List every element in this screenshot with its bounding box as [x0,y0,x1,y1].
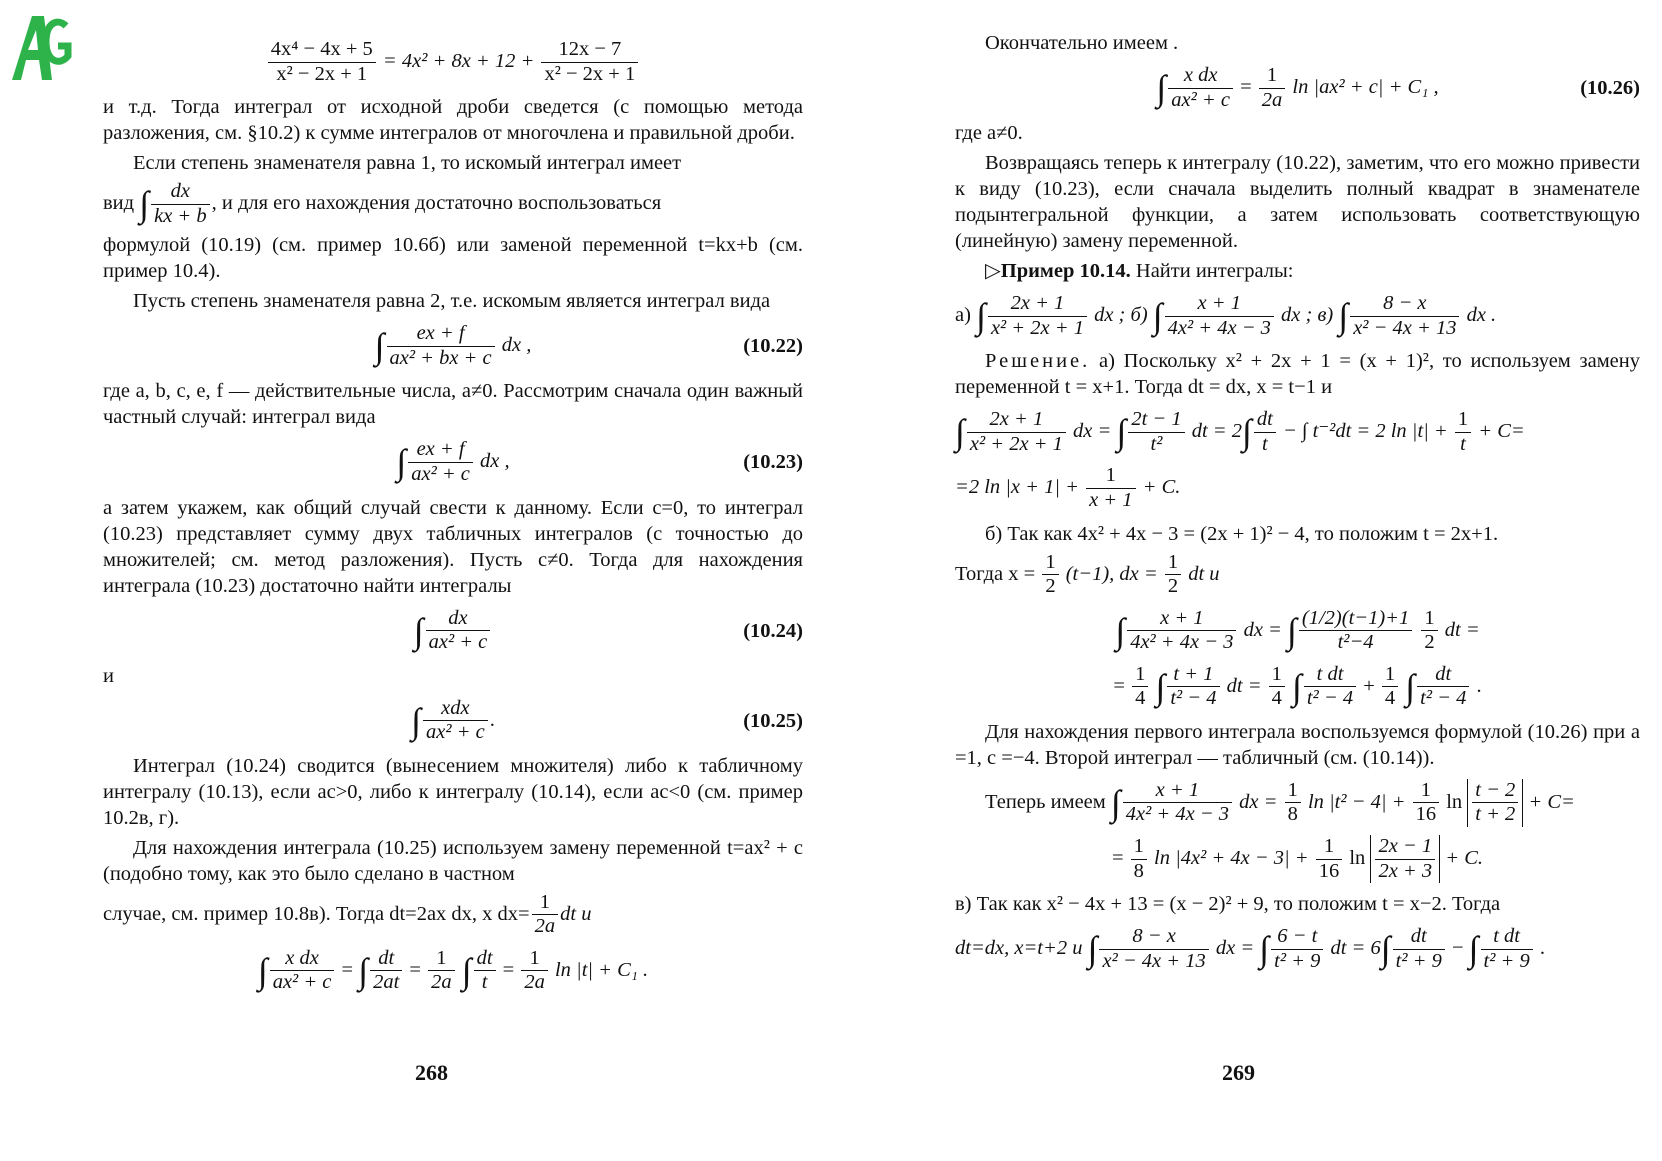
paragraph-inline-formula: вид ∫ $\frac{dx}{kx + b}$ , и для его нахождения достаточно воспользоваться [103,180,662,227]
equation-number: (10.25) [743,709,803,732]
example-heading: ▷Пример 10.14. Найти интегралы: [985,260,1294,283]
paragraph: Если степень знаменателя равна 1, то искомый интеграл имеет [133,152,682,175]
equation-number: (10.26) [1580,77,1640,100]
formula-example-integrals: а) ∫ $\frac{2x + 1}{\text{x² + 2x + 1}}$ dx ; б) ∫ $\frac{x + 1}{\text{4x² + 4x − 3}}$ dx ; в) ∫ $\frac{8 - x}{\text{x² − 4x + 13}}$ dx . [955,292,1497,339]
formula-now-we-have: Теперь имеем ∫ $\frac{x + 1}{\text{4x² + 4x − 3}}$ dx = $\frac{1}{8}$ ln |t² − 4| + $\frac{1}{16}$ ln $\frac{t - 2}{t + 2}$ + C= [985,778,1575,826]
paragraph-inline-formula: Тогда x = $\frac{1}{2}$ (t−1), dx = $\frac{1}{2}$ dt и [955,550,1220,598]
left-page [103,30,803,1003]
paragraph: где a, b, c, e, f — действительные числа, a≠0. Рассмотрим сначала один важный частный случай: интеграл вида [103,380,803,429]
paragraph: Интеграл (10.24) сводится (вынесением множителя) либо к табличному интегралу (10.13), если ac>0, либо к интегралу (10.14), если ac<0 (см. пример 10.2в, г). [103,754,803,829]
paragraph: Пусть степень знаменателя равна 2, т.е. искомым является интеграл вида [133,290,771,313]
formula-solution-b: ∫ $\frac{x + 1}{\text{4x² + 4x − 3}}$ dx = ∫ $\frac{(1/2)(t-1)+1}{\text{t²−4}}$ $\frac{1}{2}$ dt = [1115,606,1480,654]
page-number-right: 269 [1222,1060,1255,1085]
paragraph: формулой (10.19) (см. пример 10.6б) или заменой переменной t=kx+b (см. пример 10.4). [103,234,803,283]
integral-sign: ∫ [139,184,150,225]
fraction: $\frac{dx}{kx + b}$ [151,180,210,228]
paragraph: в) Так как x² − 4x + 13 = (x − 2)² + 9, то положим t = x−2. Тогда [955,893,1501,916]
formula-10-25: ∫ $\frac{\text{xdx}}{\text{ax² + c}}$ . (10.25) [411,696,803,744]
formula-now-we-have-result: = $\frac{1}{8}$ ln |4x² + 4x − 3| + $\frac{1}{16}$ ln $\frac{2x - 1}{2x + 3}$ + C. [1111,835,1484,882]
word-and: и [103,664,114,687]
formula-10-22: ∫ $\frac{ex + f}{\text{ax² + bx + c}}$ dx , (10.22) [374,322,803,369]
formula-10-26: ∫ $\frac{\text{x dx}}{\text{ax² + c}}$ = $\frac{1}{2a}$ ln |ax² + c| + C₁ , (10.26) [1156,64,1640,111]
paragraph: Возвращаясь теперь к интегралу (10.22), заметим, что его можно привести к виду (10.23), если сначала выделить полный квадрат в знаменателе подынтегральной функции, а затем использовать соответствующую (линейную) замену переменной. [955,152,1640,253]
paragraph: и т.д. Тогда интеграл от исходной дроби сведется (с помощью метода разложения, см. §10.2) к сумме интегралов от многочлена и правильной дроби. [103,96,803,145]
paragraph-inline-formula: случае, см. пример 10.8в). Тогда dt=2ax dx, x dx= $\frac{1}{2a}$ dt и [103,890,592,938]
formula-solution-a: ∫ $\frac{2x + 1}{\text{x² + 2x + 1}}$ dx = ∫ $\frac{2t - 1}{\text{t²}}$ dt = 2∫ $\frac{dt}{t}$ − ∫ t⁻²dt = 2 ln |t| + $\frac{1}{t}$ + C= [955,408,1525,455]
paragraph: Окончательно имеем . [985,32,1179,54]
formula-solution-v: dt=dx, x=t+2 и ∫ $\frac{8 - x}{\text{x² − 4x + 13}}$ dx = ∫ $\frac{6 - t}{\text{t² + 9}}$ dt = 6∫ $\frac{dt}{\text{t² + 9}}$ − ∫ $\frac{\text{t dt}}{\text{t² + 9}}$ . [955,925,1545,972]
paragraph: б) Так как 4x² + 4x − 3 = (2x + 1)² − 4, то положим t = 2x+1. [985,522,1499,545]
triangle-marker-icon: ▷ [985,260,1001,283]
equation-number: (10.23) [743,451,803,474]
equation-number: (10.24) [743,619,803,642]
page-number-left: 268 [415,1060,448,1085]
paragraph: а затем укажем, как общий случай свести к данному. Если c=0, то интеграл (10.23) представляет сумму двух табличных интегралов (с точностью до множителей; см. метод разложения). Пусть c≠0. Тогда для нахождения интеграла (10.23) достаточно найти интегралы [103,496,803,597]
paragraph: Для нахождения первого интеграла воспользуемся формулой (10.26) при a =1, c =−4. Второй интеграл — табличный (см. (10.14)). [955,720,1640,769]
formula-solution-b-split: = $\frac{1}{4}$ ∫ $\frac{t + 1}{\text{t² − 4}}$ dt = $\frac{1}{4}$ ∫ $\frac{\text{t dt}}{\text{t² − 4}}$ + $\frac{1}{4}$ ∫ $\frac{dt}{\text{t² − 4}}$ . [1113,662,1482,710]
fraction: $\frac{\text{4x⁴ − 4x + 5}}{\text{x² − 2x + 1}}$ [268,38,376,86]
formula-solution-a-result: =2 ln |x + 1| + $\frac{1}{x + 1}$ + C. [955,464,1181,511]
equation-number: (10.22) [743,335,803,358]
ag-logo-icon [6,6,76,86]
right-page [955,30,1640,981]
formula-substitution: ∫ $\frac{\text{x dx}}{\text{ax² + c}}$ = ∫ $\frac{dt}{2at}$ = $\frac{1}{2a}$ ∫ $\frac{dt}{t}$ = $\frac{1}{2a}$ ln |t| + C₁ . [257,946,649,994]
solution-paragraph: Решение. а) Поскольку x² + 2x + 1 = (x + 1)², то используем замену переменной t = x+1. Тогда dt = dx, x = t−1 и [955,350,1640,399]
paragraph: где a≠0. [955,122,1023,145]
formula-division: $\frac{\text{4x⁴ − 4x + 5}}{\text{x² − 2x + 1}}$ = 4x² + 8x + 12 + $\frac{12x - 7}{\text{x² − 2x + 1}}$ [103,38,803,86]
formula-10-24: ∫ $\frac{dx}{\text{ax² + c}}$ (10.24) [413,606,803,654]
paragraph: Для нахождения интеграла (10.25) используем замену переменной t=ax² + c (подобно тому, как это было сделано в частном [103,836,803,885]
fraction: $\frac{12x - 7}{\text{x² − 2x + 1}}$ [541,38,638,86]
formula-10-23: ∫ $\frac{ex + f}{\text{ax² + c}}$ dx , (10.23) [396,438,803,485]
